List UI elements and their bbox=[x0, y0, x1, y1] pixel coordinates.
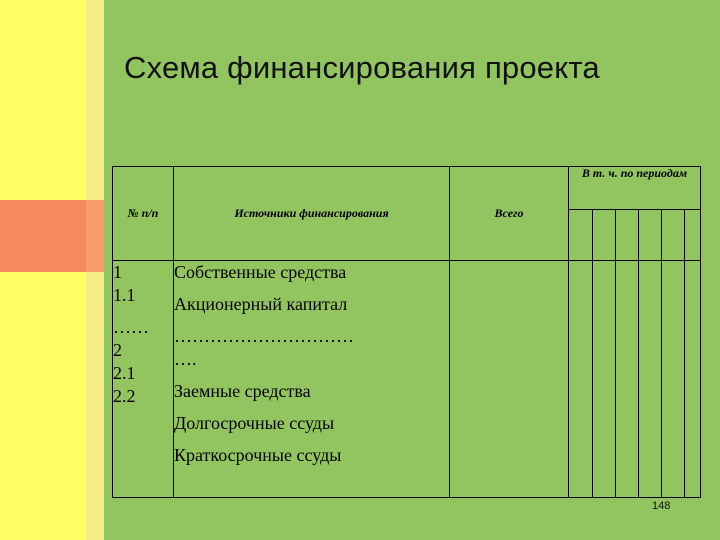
row-number: 1.1 bbox=[113, 285, 136, 305]
row-number: …… bbox=[113, 317, 149, 337]
header-sources: Источники финансирования bbox=[174, 167, 450, 261]
row-source: Заемные средства bbox=[174, 381, 311, 401]
header-periods: В т. ч. по периодам bbox=[569, 167, 701, 210]
left-decor-orange-edge bbox=[0, 200, 104, 272]
period-value-cell bbox=[569, 261, 593, 498]
row-number: 2.2 bbox=[113, 386, 136, 406]
period-header-cell bbox=[639, 210, 662, 261]
row-sources-cell bbox=[174, 261, 450, 498]
row-source: …. bbox=[174, 349, 197, 369]
row-number: 1 bbox=[113, 262, 122, 282]
total-value-cell bbox=[450, 261, 569, 498]
row-number: 2.1 bbox=[113, 363, 136, 383]
period-value-cell bbox=[685, 261, 701, 498]
header-number: № п/п bbox=[113, 167, 174, 261]
period-header-cell bbox=[662, 210, 685, 261]
row-numbers-cell bbox=[113, 261, 174, 498]
period-header-cell bbox=[685, 210, 701, 261]
row-source: Собственные средства bbox=[174, 262, 347, 282]
row-source: ………………………… bbox=[174, 326, 354, 346]
row-number: 2 bbox=[113, 340, 122, 360]
row-source: Акционерный капитал bbox=[174, 294, 348, 314]
period-header-cell bbox=[569, 210, 593, 261]
period-header-cell bbox=[616, 210, 639, 261]
slide-title: Схема финансирования проекта bbox=[124, 50, 600, 85]
period-value-cell bbox=[662, 261, 685, 498]
period-value-cell bbox=[616, 261, 639, 498]
period-header-cell bbox=[593, 210, 616, 261]
page-number: 148 bbox=[652, 500, 671, 512]
period-value-cell bbox=[593, 261, 616, 498]
period-value-cell bbox=[639, 261, 662, 498]
financing-table bbox=[112, 166, 701, 498]
header-total: Всего bbox=[450, 167, 569, 261]
row-source: Краткосрочные ссуды bbox=[174, 445, 342, 465]
row-source: Долгосрочные ссуды bbox=[174, 413, 335, 433]
